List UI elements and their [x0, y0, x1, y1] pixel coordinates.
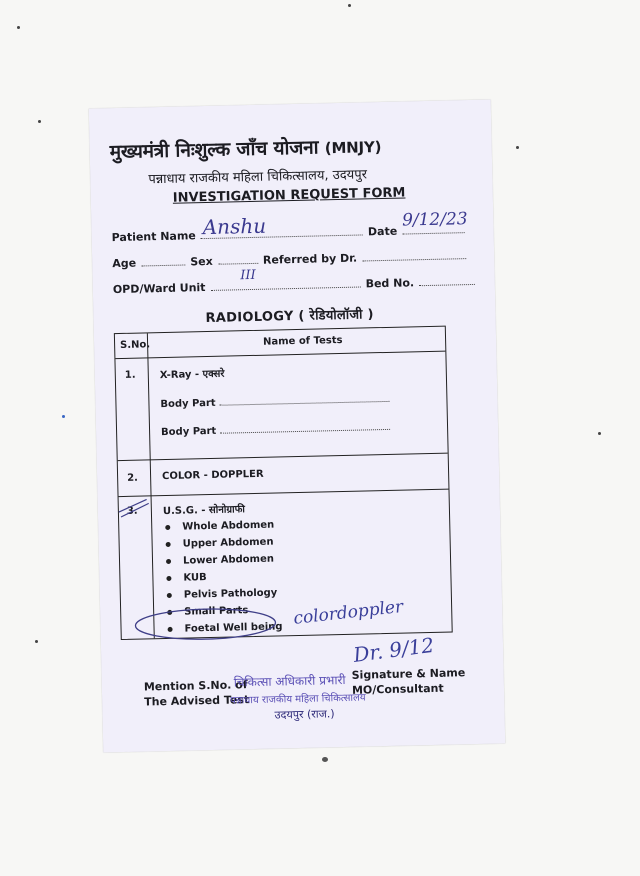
section-heading: RADIOLOGY ( रेडियोलॉजी ) — [205, 307, 374, 327]
row3-sno: 3. — [126, 505, 138, 517]
scan-speck — [348, 4, 351, 7]
opd-value: III — [240, 267, 256, 284]
mention-sno-line1: Mention S.No. of — [143, 678, 248, 694]
signature-label: Signature & Name — [351, 666, 466, 682]
age-field[interactable] — [141, 255, 185, 266]
signature-scribble: Dr. 9/12 — [351, 632, 436, 667]
strike-mark-icon — [119, 499, 149, 517]
hospital-name: पन्नाधाय राजकीय महिला चिकित्सालय, उदयपुर — [148, 167, 368, 188]
opd-bed-row — [112, 267, 476, 297]
pen-marks — [115, 327, 452, 639]
investigation-request-form — [89, 100, 506, 753]
row2-sno: 2. — [127, 472, 139, 484]
scan-speck — [17, 26, 20, 29]
body-part-label: Body Part — [160, 397, 216, 411]
sex-field[interactable] — [218, 254, 258, 265]
usg-item[interactable]: KUB — [166, 572, 207, 584]
date-value: 9/12/23 — [401, 209, 468, 231]
scan-speck — [35, 640, 38, 643]
color-doppler-label: COLOR - DOPPLER — [161, 468, 264, 483]
scan-speck — [322, 757, 328, 762]
circle-mark-icon — [135, 608, 276, 641]
usg-label: U.S.G. - सोनोग्राफी — [162, 504, 246, 518]
consultant-label: MO/Consultant — [351, 681, 444, 697]
usg-item[interactable]: Foetal Well being — [167, 621, 282, 635]
stamp-line3: उदयपुर (राज.) — [274, 707, 335, 722]
sex-label: Sex — [190, 254, 213, 269]
usg-item[interactable]: Small Parts — [167, 605, 248, 618]
patient-name-label: Patient Name — [111, 229, 196, 245]
form-title — [109, 132, 381, 164]
handwritten-test-note: colordoppler — [292, 596, 405, 629]
scheme-abbr: (MNJY) — [324, 138, 382, 158]
patient-name-value: Anshu — [202, 213, 267, 240]
xray-label: X-Ray - एक्सरे — [159, 368, 225, 382]
age-label: Age — [112, 256, 137, 271]
stamp-line2: पन्नाधाय राजकीय महिला चिकित्सालय — [230, 692, 366, 707]
usg-item[interactable]: Lower Abdomen — [166, 554, 274, 567]
scan-speck — [62, 415, 65, 418]
date-field[interactable] — [401, 209, 468, 234]
mention-sno-line2: The Advised Test — [144, 693, 250, 709]
stamp-line1: चिकित्सा अधिकारी प्रभारी — [233, 672, 346, 690]
opd-field[interactable] — [210, 267, 360, 291]
age-sex-row — [112, 244, 466, 271]
patient-name-field[interactable] — [201, 213, 363, 240]
scheme-name: मुख्यमंत्री निःशुल्क जाँच योजना — [109, 136, 319, 164]
opd-label: OPD/Ward Unit — [112, 281, 206, 297]
form-name: INVESTIGATION REQUEST FORM — [172, 185, 406, 206]
sno-header: S.No. — [120, 339, 151, 351]
scan-speck — [598, 432, 601, 435]
body-part-label: Body Part — [160, 425, 217, 439]
date-label: Date — [367, 224, 398, 239]
patient-name-row — [111, 209, 468, 245]
referred-label: Referred by Dr. — [262, 251, 358, 267]
scan-speck — [38, 120, 41, 123]
tests-table — [114, 326, 453, 640]
row1-sno: 1. — [124, 369, 136, 381]
usg-item[interactable]: Whole Abdomen — [165, 520, 274, 533]
usg-item[interactable]: Upper Abdomen — [166, 537, 274, 550]
scan-speck — [516, 146, 519, 149]
usg-item[interactable]: Pelvis Pathology — [167, 587, 278, 601]
bed-label: Bed No. — [365, 276, 415, 291]
referred-field[interactable] — [362, 249, 466, 261]
tests-header: Name of Tests — [262, 334, 343, 348]
bed-field[interactable] — [419, 275, 475, 286]
